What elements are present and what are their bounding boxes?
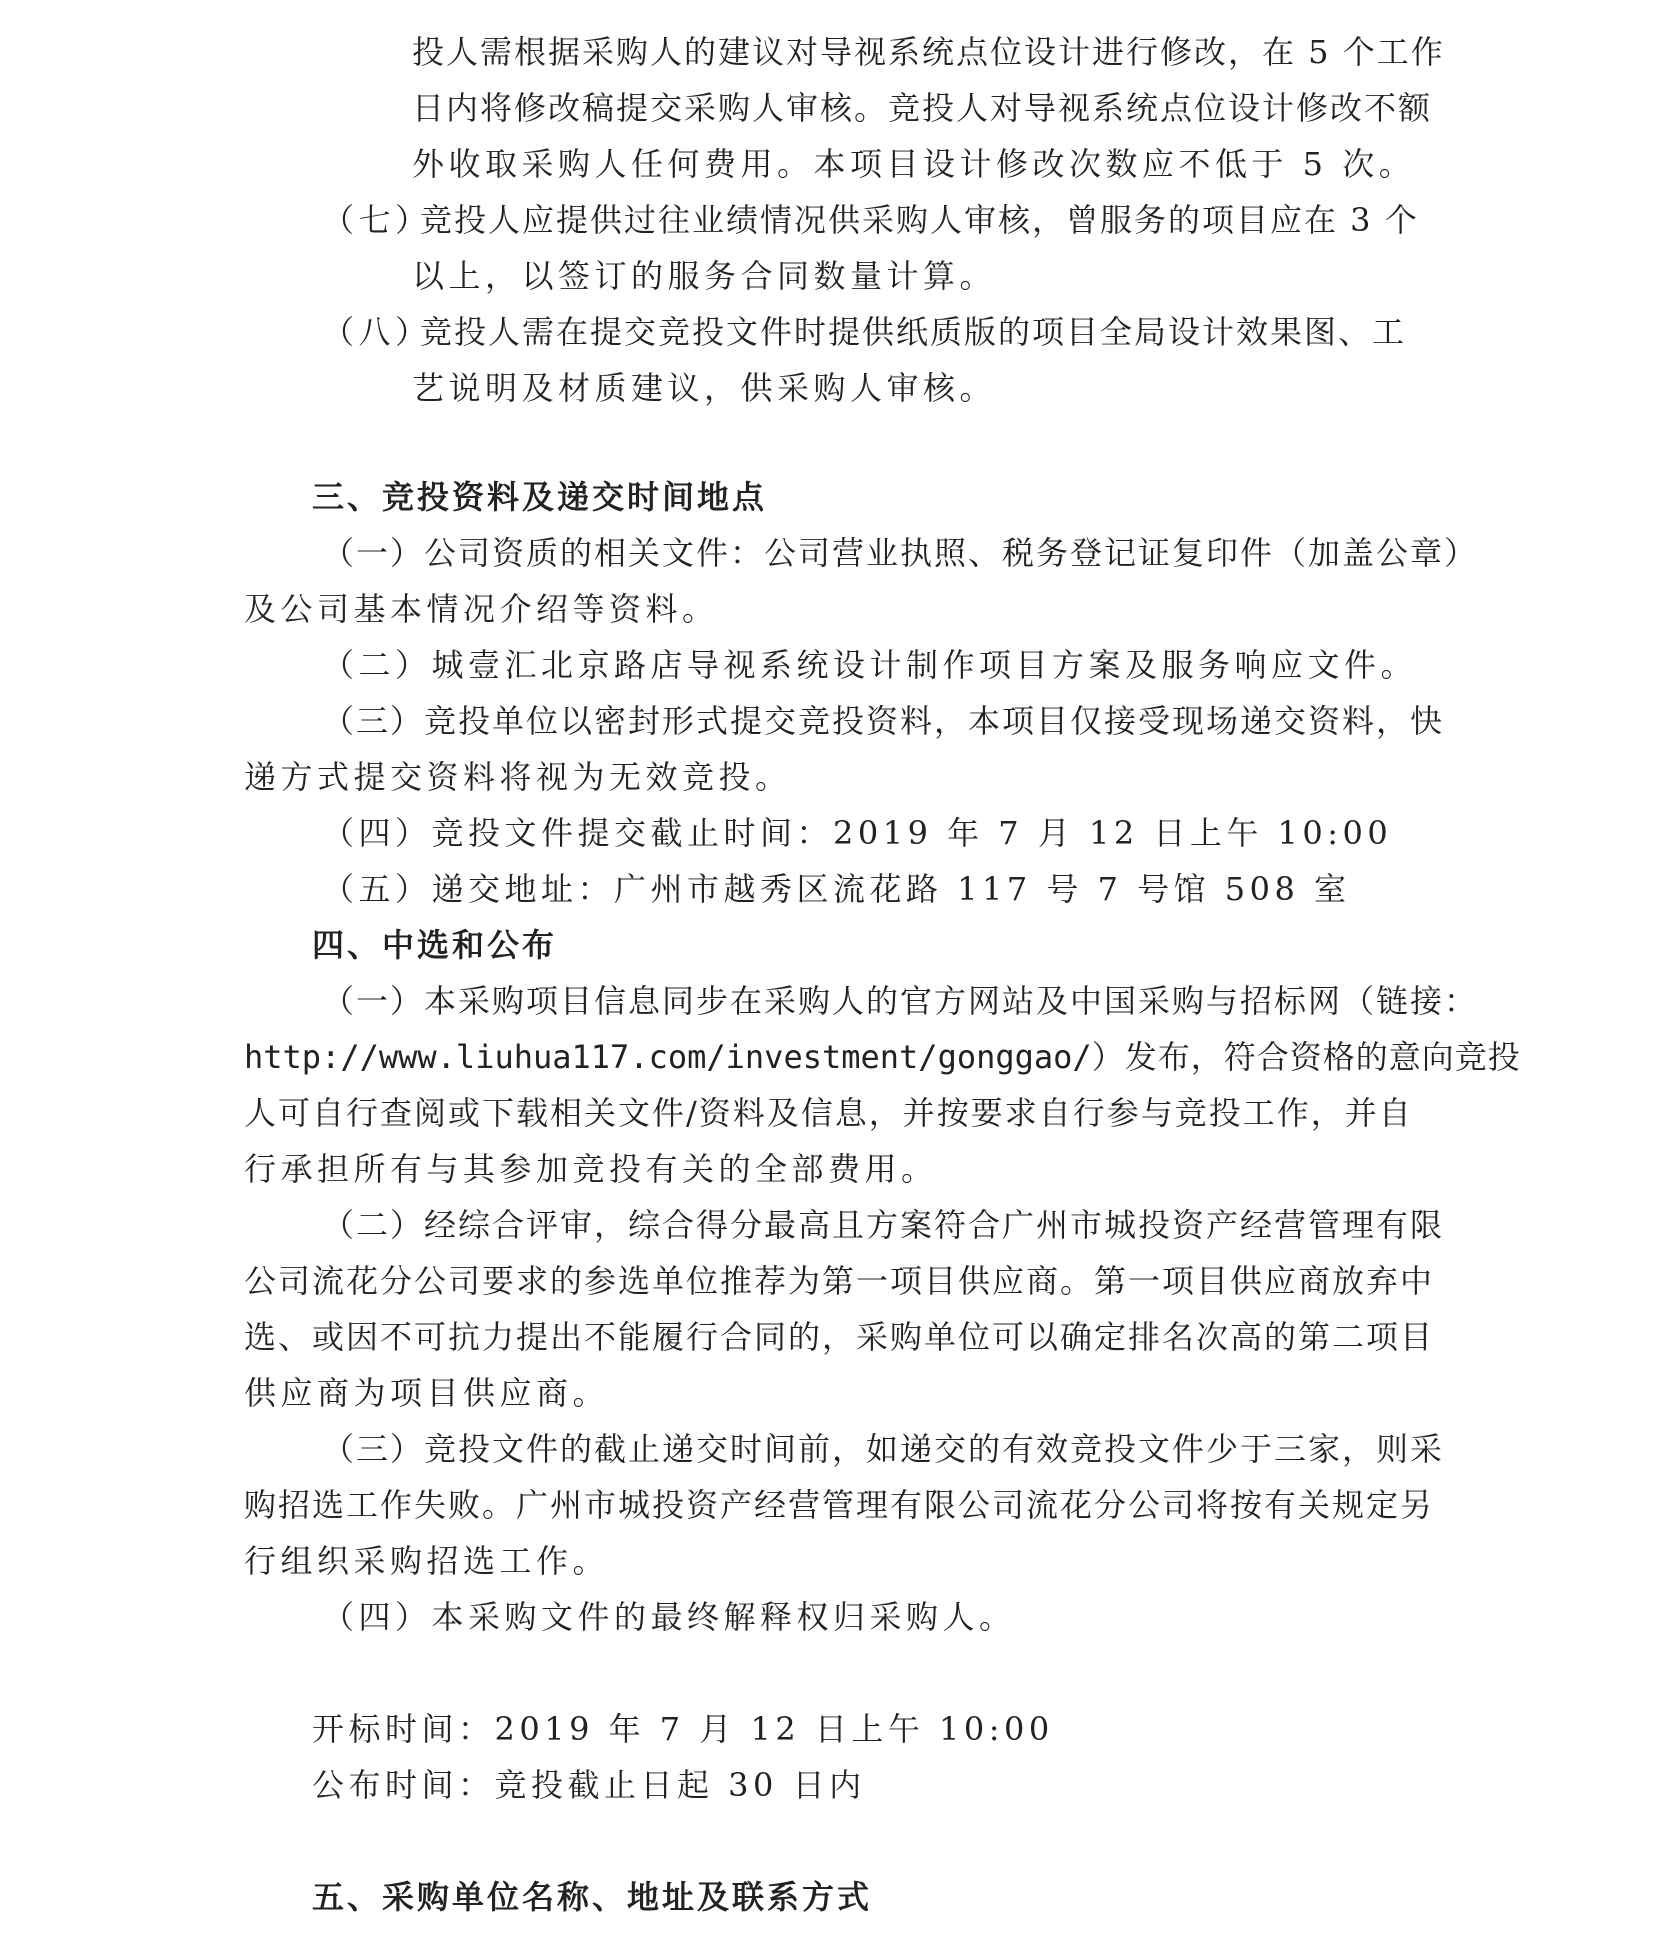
- section-4-p1-line-3: 人可自行查阅或下载相关文件/资料及信息，并按要求自行参与竞投工作，并自: [244, 1094, 1413, 1132]
- item-8-line-1: 竞投人需在提交竞投文件时提供纸质版的项目全局设计效果图、工: [420, 313, 1407, 351]
- section-3-p5: （五）递交地址：广州市越秀区流花路 117 号 7 号馆 508 室: [322, 870, 1351, 908]
- section-4-p1-line-2: [244, 1037, 1521, 1077]
- section-3-heading: 三、竞投资料及递交时间地点: [312, 478, 768, 516]
- announcement-time: 公布时间：竞投截止日起 30 日内: [312, 1766, 866, 1804]
- section-3-p1-line-1: （一）公司资质的相关文件：公司营业执照、税务登记证复印件（加盖公章）: [322, 534, 1479, 572]
- section-4-p3-line-2: 购招选工作失败。广州市城投资产经营管理有限公司流花分公司将按有关规定另: [244, 1486, 1435, 1524]
- section-4-p3-line-3: 行组织采购招选工作。: [244, 1542, 610, 1580]
- section-3-p3-line-1: （三）竞投单位以密封形式提交竞投资料，本项目仅接受现场递交资料，快: [322, 702, 1445, 740]
- section-4-p2-line-4: 供应商为项目供应商。: [244, 1374, 610, 1412]
- continuation-line-3: 外收取采购人任何费用。本项目设计修改次数应不低于 5 次。: [412, 145, 1416, 183]
- item-7-line-2: 以上，以签订的服务合同数量计算。: [412, 257, 997, 295]
- section-4-p2-line-1: （二）经综合评审，综合得分最高且方案符合广州市城投资产经营管理有限: [322, 1206, 1445, 1244]
- section-4-p3-line-1: （三）竞投文件的截止递交时间前，如递交的有效竞投文件少于三家，则采: [322, 1430, 1445, 1468]
- section-4-heading: 四、中选和公布: [312, 926, 558, 964]
- section-3-p2: （二）城壹汇北京路店导视系统设计制作项目方案及服务响应文件。: [322, 646, 1418, 684]
- section-4-p1-line-2-rest: ）发布，符合资格的意向竞投: [1091, 1038, 1521, 1076]
- item-7-label: （七）: [322, 201, 432, 239]
- section-3-p3-line-2: 递方式提交资料将视为无效竞投。: [244, 758, 792, 796]
- section-4-p1-line-1: （一）本采购项目信息同步在采购人的官方网站及中国采购与招标网（链接：: [322, 982, 1479, 1020]
- item-8-label: （八）: [322, 313, 432, 351]
- section-5-heading: 五、采购单位名称、地址及联系方式: [312, 1878, 873, 1916]
- opening-time: 开标时间：2019 年 7 月 12 日上午 10:00: [312, 1710, 1054, 1748]
- continuation-line-1: 投人需根据采购人的建议对导视系统点位设计进行修改，在 5 个工作: [412, 33, 1445, 71]
- section-4-p4: （四）本采购文件的最终解释权归采购人。: [322, 1598, 1016, 1636]
- item-7-line-1: 竞投人应提供过往业绩情况供采购人审核，曾服务的项目应在 3 个: [420, 201, 1419, 239]
- procurement-website-link[interactable]: http://www.liuhua117.com/investment/gonggao/: [244, 1038, 1092, 1076]
- section-4-p2-line-2: 公司流花分公司要求的参选单位推荐为第一项目供应商。第一项目供应商放弃中: [244, 1262, 1435, 1300]
- section-4-p2-line-3: 选、或因不可抗力提出不能履行合同的，采购单位可以确定排名次高的第二项目: [244, 1318, 1435, 1356]
- section-4-p1-line-4: 行承担所有与其参加竞投有关的全部费用。: [244, 1150, 938, 1188]
- item-8-line-2: 艺说明及材质建议，供采购人审核。: [412, 369, 997, 407]
- continuation-line-2: 日内将修改稿提交采购人审核。竞投人对导视系统点位设计修改不额: [412, 89, 1433, 127]
- section-3-p4: （四）竞投文件提交截止时间：2019 年 7 月 12 日上午 10:00: [322, 814, 1393, 852]
- section-3-p1-line-2: 及公司基本情况介绍等资料。: [244, 590, 719, 628]
